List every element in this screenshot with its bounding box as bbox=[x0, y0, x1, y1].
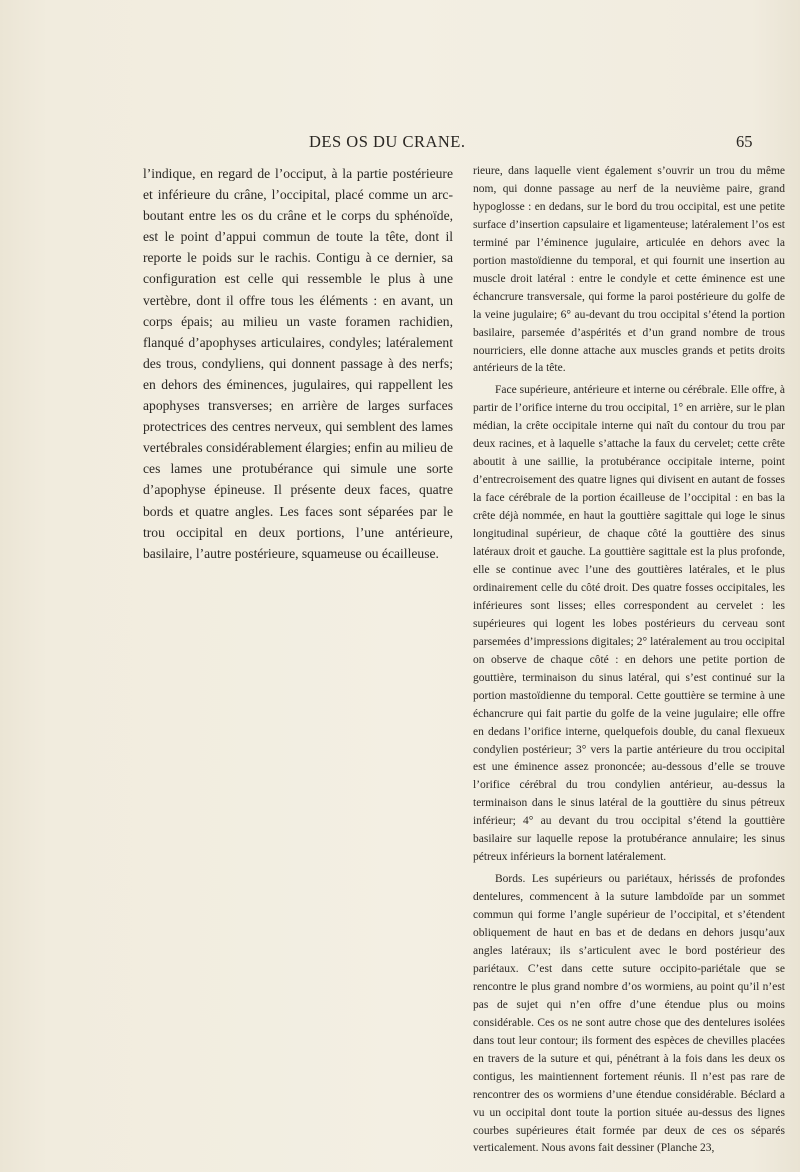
paragraph: Face supérieure, antérieure et interne ou cérébrale. Elle offre, à partir de l’orifice interne du trou occipital, 1° en arrière, sur le plan médian, la crête occipitale interne qui naît du contour du trou par deux racines, et à laquelle s’attache la faux du cervelet; cette crête aboutit à une saillie, la protubérance occipitale interne, point d’entrecroisement des quatre lignes qui divisent en autant de fosses la face cérébrale de la portion écailleuse de l’occipital : en bas la crête déjà nommée, en haut la gouttière sagittale qui loge le sinus longitudinal supérieur, de chaque côté la gouttière des sinus latéraux droit et gauche. La gouttière sagittale est la plus profonde, elle se continue avec l’une des gouttières latérales, et le plus ordinairement celle du côté droit. Des quatre fosses occipitales, les inférieures sont lisses; elles correspondent au cervelet : les supérieures qui logent les lobes postérieurs du cerveau sont parsemées d’impressions digitales; 2° latéralement au trou occipital on observe de chaque côté : en dehors une petite portion de gouttière, terminaison du sinus latéral, qui s’est continué sur la portion mastoïdienne du temporal. Cette gouttière se termine à une échancrure qui fait partie du golfe de la veine jugulaire; elle offre en dedans l’orifice interne, quelquefois double, du canal flexueux condylien postérieur; 3° vers la partie antérieure du trou occipital est une éminence assez prononcée; au-dessous d’elle se trouve l’orifice cérébral du trou condylien antérieur, au-dessus la terminaison dans le sinus latéral de la gouttière du sinus pétreux inférieur; 4° au devant du trou occipital s’étend la gouttière basilaire sur laquelle repose la protubérance annulaire; les sinus pétreux inférieurs la bornent latéralement. bbox=[473, 384, 785, 864]
page-number: 65 bbox=[736, 132, 753, 151]
running-title: DES OS DU CRANE. bbox=[309, 132, 466, 151]
right-column bbox=[473, 163, 785, 1158]
left-column bbox=[143, 163, 453, 564]
running-head bbox=[0, 132, 800, 154]
paragraph: Bords. Les supérieurs ou pariétaux, hérissés de profondes dentelures, commencent à la suture lambdoïde par un sommet commun qui forme l’angle supérieur de l’occipital, et s’étendent obliquement de haut en bas et de dedans en dehors jusqu’aux angles latéraux; ils s’articulent avec le bord postérieur des pariétaux. C’est dans cette suture occipito-pariétale que se rencontre le plus grand nombre d’os wormiens, au point qu’il n’est pas de sujet qui n’en offre d’une étendue plus ou moins considérable. Ces os ne sont autre chose que des dentelures isolées dans tout leur contour; ils forment des espèces de chevilles placées en travers de la suture et qui, pénétrant à la fois dans les deux os contigus, les maintiennent fortement réunis. Il n’est pas rare de rencontrer des os wormiens d’une étendue considérable. Béclard a vu un occipital dont toute la portion située au-dessus des lignes courbes supérieures était formée par deux de ces os séparés verticalement. Nous avons fait dessiner (Planche 23, bbox=[473, 873, 785, 1155]
paragraph: rieure, dans laquelle vient également s’ouvrir un trou du même nom, qui donne passage au nerf de la neuvième paire, grand hypoglosse : en dedans, sur le bord du trou occipital, est une petite surface d’insertion capsulaire et ligamenteuse; latéralement l’os est terminé par l’éminence jugulaire, articulée en dehors avec la portion mastoïdienne du temporal, et qui fournit une insertion au muscle droit latéral : entre le condyle et cette éminence est une échancrure transversale, qui forme la paroi postérieure du golfe de la veine jugulaire; 6° au-devant du trou occipital s’étend la portion basilaire, parsemée d’aspérités et d’un grand nombre de trous nourriciers, elle donne attache aux muscles grands et petits droits antérieurs de la tête. bbox=[473, 165, 785, 375]
paragraph: l’indique, en regard de l’occiput, à la partie postérieure et inférieure du crâne, l’occipital, placé comme un arc-boutant entre les os du crâne et le corps du sphénoïde, est le point d’appui commun de toute la tête, dont il reporte le poids sur le rachis. Contigu à ce dernier, sa configuration est celle qui ressemble le plus à une vertèbre, dont il offre tous les éléments : en avant, un corps épais; au milieu un vaste foramen rachidien, flanqué d’apophyses articulaires, condyles; latéralement des trous, condyliens, qui donnent passage à des nerfs; en dehors des éminences, jugulaires, qui rappellent les apophyses transverses; en arrière de larges surfaces protectrices des centres nerveux, qui semblent des lames vertébrales considérablement élargies; enfin au milieu de ces lames une protubérance qui simule une sorte d’apophyse épineuse. Il présente deux faces, quatre bords et quatre angles. Les faces sont séparées par le trou occipital en deux portions, l’une antérieure, basilaire, l’autre postérieure, squameuse ou écailleuse. bbox=[143, 166, 454, 561]
